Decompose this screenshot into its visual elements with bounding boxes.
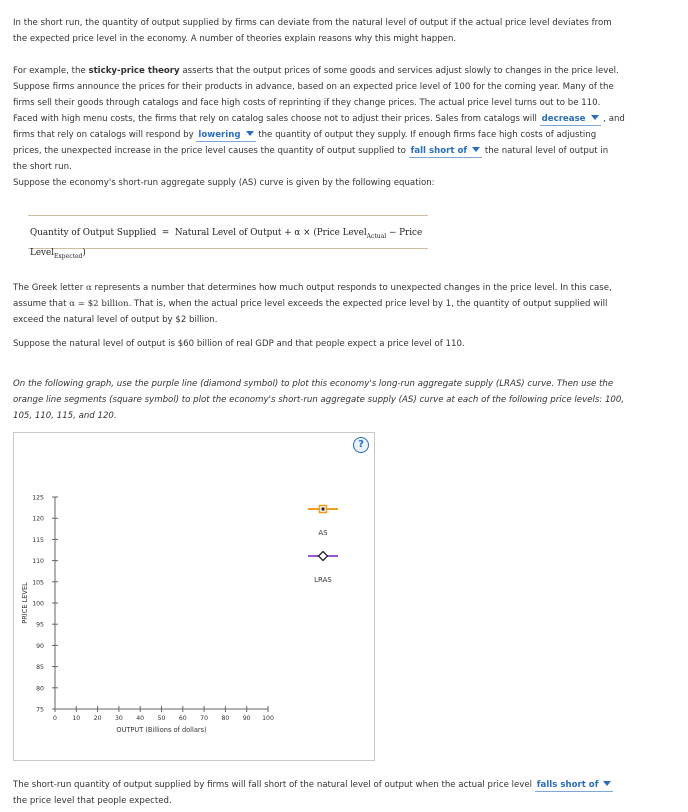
x-axis-label: OUTPUT (Billions of dollars) bbox=[116, 726, 207, 734]
legend-square-center bbox=[322, 508, 325, 511]
chevron-down-icon bbox=[246, 131, 254, 136]
intro-paragraph bbox=[13, 15, 625, 47]
as-curve-intro-text: Suppose the economy's short-run aggregate supply (AS) curve is given by the following equation: bbox=[13, 178, 435, 188]
y-tick-label: 100 bbox=[32, 600, 44, 608]
legend-diamond-marker bbox=[319, 552, 328, 561]
formula-alpha: α × bbox=[294, 228, 311, 238]
chart-axes bbox=[21, 495, 274, 735]
natural-level-paragraph bbox=[13, 336, 625, 352]
example-text-3: , and firms that rely on catalogs will respond by bbox=[13, 114, 625, 140]
legend-label-lras: LRAS bbox=[314, 576, 332, 584]
final-dropdown[interactable] bbox=[535, 780, 614, 792]
final-text-1: The short-run quantity of output supplied by firms will fall short of the natural level of output when the actual price level bbox=[13, 780, 535, 790]
y-tick-label: 125 bbox=[32, 494, 44, 502]
chevron-down-icon bbox=[472, 147, 480, 152]
as-formula: Quantity of Output Supplied = Natural Level of Output + α × (Price Level$_{Actual}$ − Price Level$_{Expected}$) bbox=[30, 228, 423, 260]
x-tick-label: 80 bbox=[221, 715, 230, 722]
instruction-paragraph bbox=[13, 376, 625, 424]
example-text-4: the quantity of output they supply. If enough firms face high costs of adjusting prices, the unexpected increase in the price level causes the quantity of output supplied to bbox=[13, 130, 597, 156]
greek-text-2: represents a number that determines how much output responds to unexpected changes in the price level. In this case, assume that bbox=[13, 283, 612, 309]
aggregate-supply-chart[interactable] bbox=[14, 433, 374, 760]
formula-box bbox=[28, 215, 428, 260]
graph-panel bbox=[13, 432, 375, 761]
alpha-symbol: α bbox=[85, 283, 92, 293]
y-tick-label: 110 bbox=[32, 558, 44, 566]
instruction-text: On the following graph, use the purple line (diamond symbol) to plot this economy's long-run aggregate supply (LRAS) curve. Then use the orange line segments (square symbol) to plot the economy's short-run aggregate supply (AS) curve at each of the following price levels: 100, 105, 110, 115, and 120. bbox=[13, 379, 625, 421]
quantity-value: fall short of bbox=[410, 146, 468, 156]
example-paragraph bbox=[13, 63, 625, 175]
chart-legend[interactable] bbox=[308, 506, 338, 585]
greek-text-3: . That is, when the actual price level exceeds the expected price level by 1, the quantity of output supplied will exceed the natural level of output by $2 billion. bbox=[13, 299, 608, 325]
formula-actual-sub: Actual bbox=[366, 232, 387, 240]
formula-plus: + bbox=[284, 228, 292, 238]
formula-expected-sub: Expected bbox=[54, 252, 83, 260]
example-text-2: asserts that the output prices of some goods and services adjust slowly to changes in the price level. Suppose firms announce the prices for their products in advance, based on an expected price level of 100 for the coming year. Many of the firms sell their goods through catalogs and face high costs of reprinting if they change prices. The actual price level turns out to be 110. Faced with high menu costs, the firms that rely on catalog sales choose not to adjust their prices. Sales from catalogs will bbox=[13, 66, 619, 124]
catalog-sales-dropdown[interactable] bbox=[540, 114, 601, 126]
formula-minus: − bbox=[388, 228, 397, 238]
x-tick-label: 0 bbox=[53, 715, 57, 722]
legend-label-as: AS bbox=[318, 529, 328, 537]
formula-natural: Natural Level of Output bbox=[174, 228, 282, 238]
chevron-down-icon bbox=[603, 781, 611, 786]
final-paragraph bbox=[13, 777, 625, 809]
response-value: lowering bbox=[198, 130, 241, 140]
quantity-dropdown[interactable] bbox=[409, 146, 483, 158]
x-tick-label: 40 bbox=[136, 715, 145, 722]
formula-lhs: Quantity of Output Supplied bbox=[30, 228, 157, 238]
x-tick-label: 90 bbox=[242, 715, 251, 722]
natural-level-text: Suppose the natural level of output is $60 billion of real GDP and that people expect a price level of 110. bbox=[13, 339, 465, 349]
final-text-2: the price level that people expected. bbox=[13, 796, 172, 806]
y-tick-label: 80 bbox=[36, 685, 44, 693]
response-dropdown[interactable] bbox=[196, 130, 255, 142]
greek-paragraph bbox=[13, 280, 625, 328]
chevron-down-icon bbox=[591, 115, 599, 120]
y-tick-label: 75 bbox=[36, 706, 44, 714]
greek-text-1: The Greek letter bbox=[13, 283, 86, 293]
y-tick-label: 85 bbox=[36, 664, 44, 672]
x-tick-label: 50 bbox=[157, 715, 166, 722]
y-tick-label: 90 bbox=[36, 642, 44, 650]
catalog-sales-value: decrease bbox=[541, 114, 586, 124]
x-tick-label: 30 bbox=[114, 715, 123, 722]
x-tick-label: 100 bbox=[262, 715, 274, 722]
alpha-value: α = $2 billion bbox=[69, 299, 129, 309]
y-axis-label: PRICE LEVEL bbox=[21, 582, 29, 624]
x-tick-label: 60 bbox=[178, 715, 187, 722]
formula-equals: = bbox=[161, 228, 170, 238]
y-tick-label: 120 bbox=[32, 515, 44, 523]
example-text-1: For example, the bbox=[13, 66, 89, 76]
x-tick-label: 10 bbox=[72, 715, 81, 722]
formula-price-actual: Price Level bbox=[316, 228, 367, 238]
as-curve-intro bbox=[13, 175, 625, 191]
y-tick-label: 95 bbox=[36, 621, 44, 629]
final-dropdown-value: falls short of bbox=[536, 780, 599, 790]
y-tick-label: 115 bbox=[32, 536, 44, 544]
x-tick-label: 70 bbox=[200, 715, 209, 722]
formula-price-expected: Price Level bbox=[30, 228, 423, 258]
sticky-price-term: sticky-price theory bbox=[88, 66, 180, 76]
example-text-5: the natural level of output in the short run. bbox=[13, 146, 609, 172]
y-tick-label: 105 bbox=[32, 579, 44, 587]
intro-text: In the short run, the quantity of output supplied by firms can deviate from the natural level of output if the actual price level deviates from the expected price level in the economy. A number of theories explain reasons why this might happen. bbox=[13, 18, 612, 44]
x-tick-label: 20 bbox=[93, 715, 102, 722]
help-icon[interactable]: ? bbox=[353, 437, 369, 453]
